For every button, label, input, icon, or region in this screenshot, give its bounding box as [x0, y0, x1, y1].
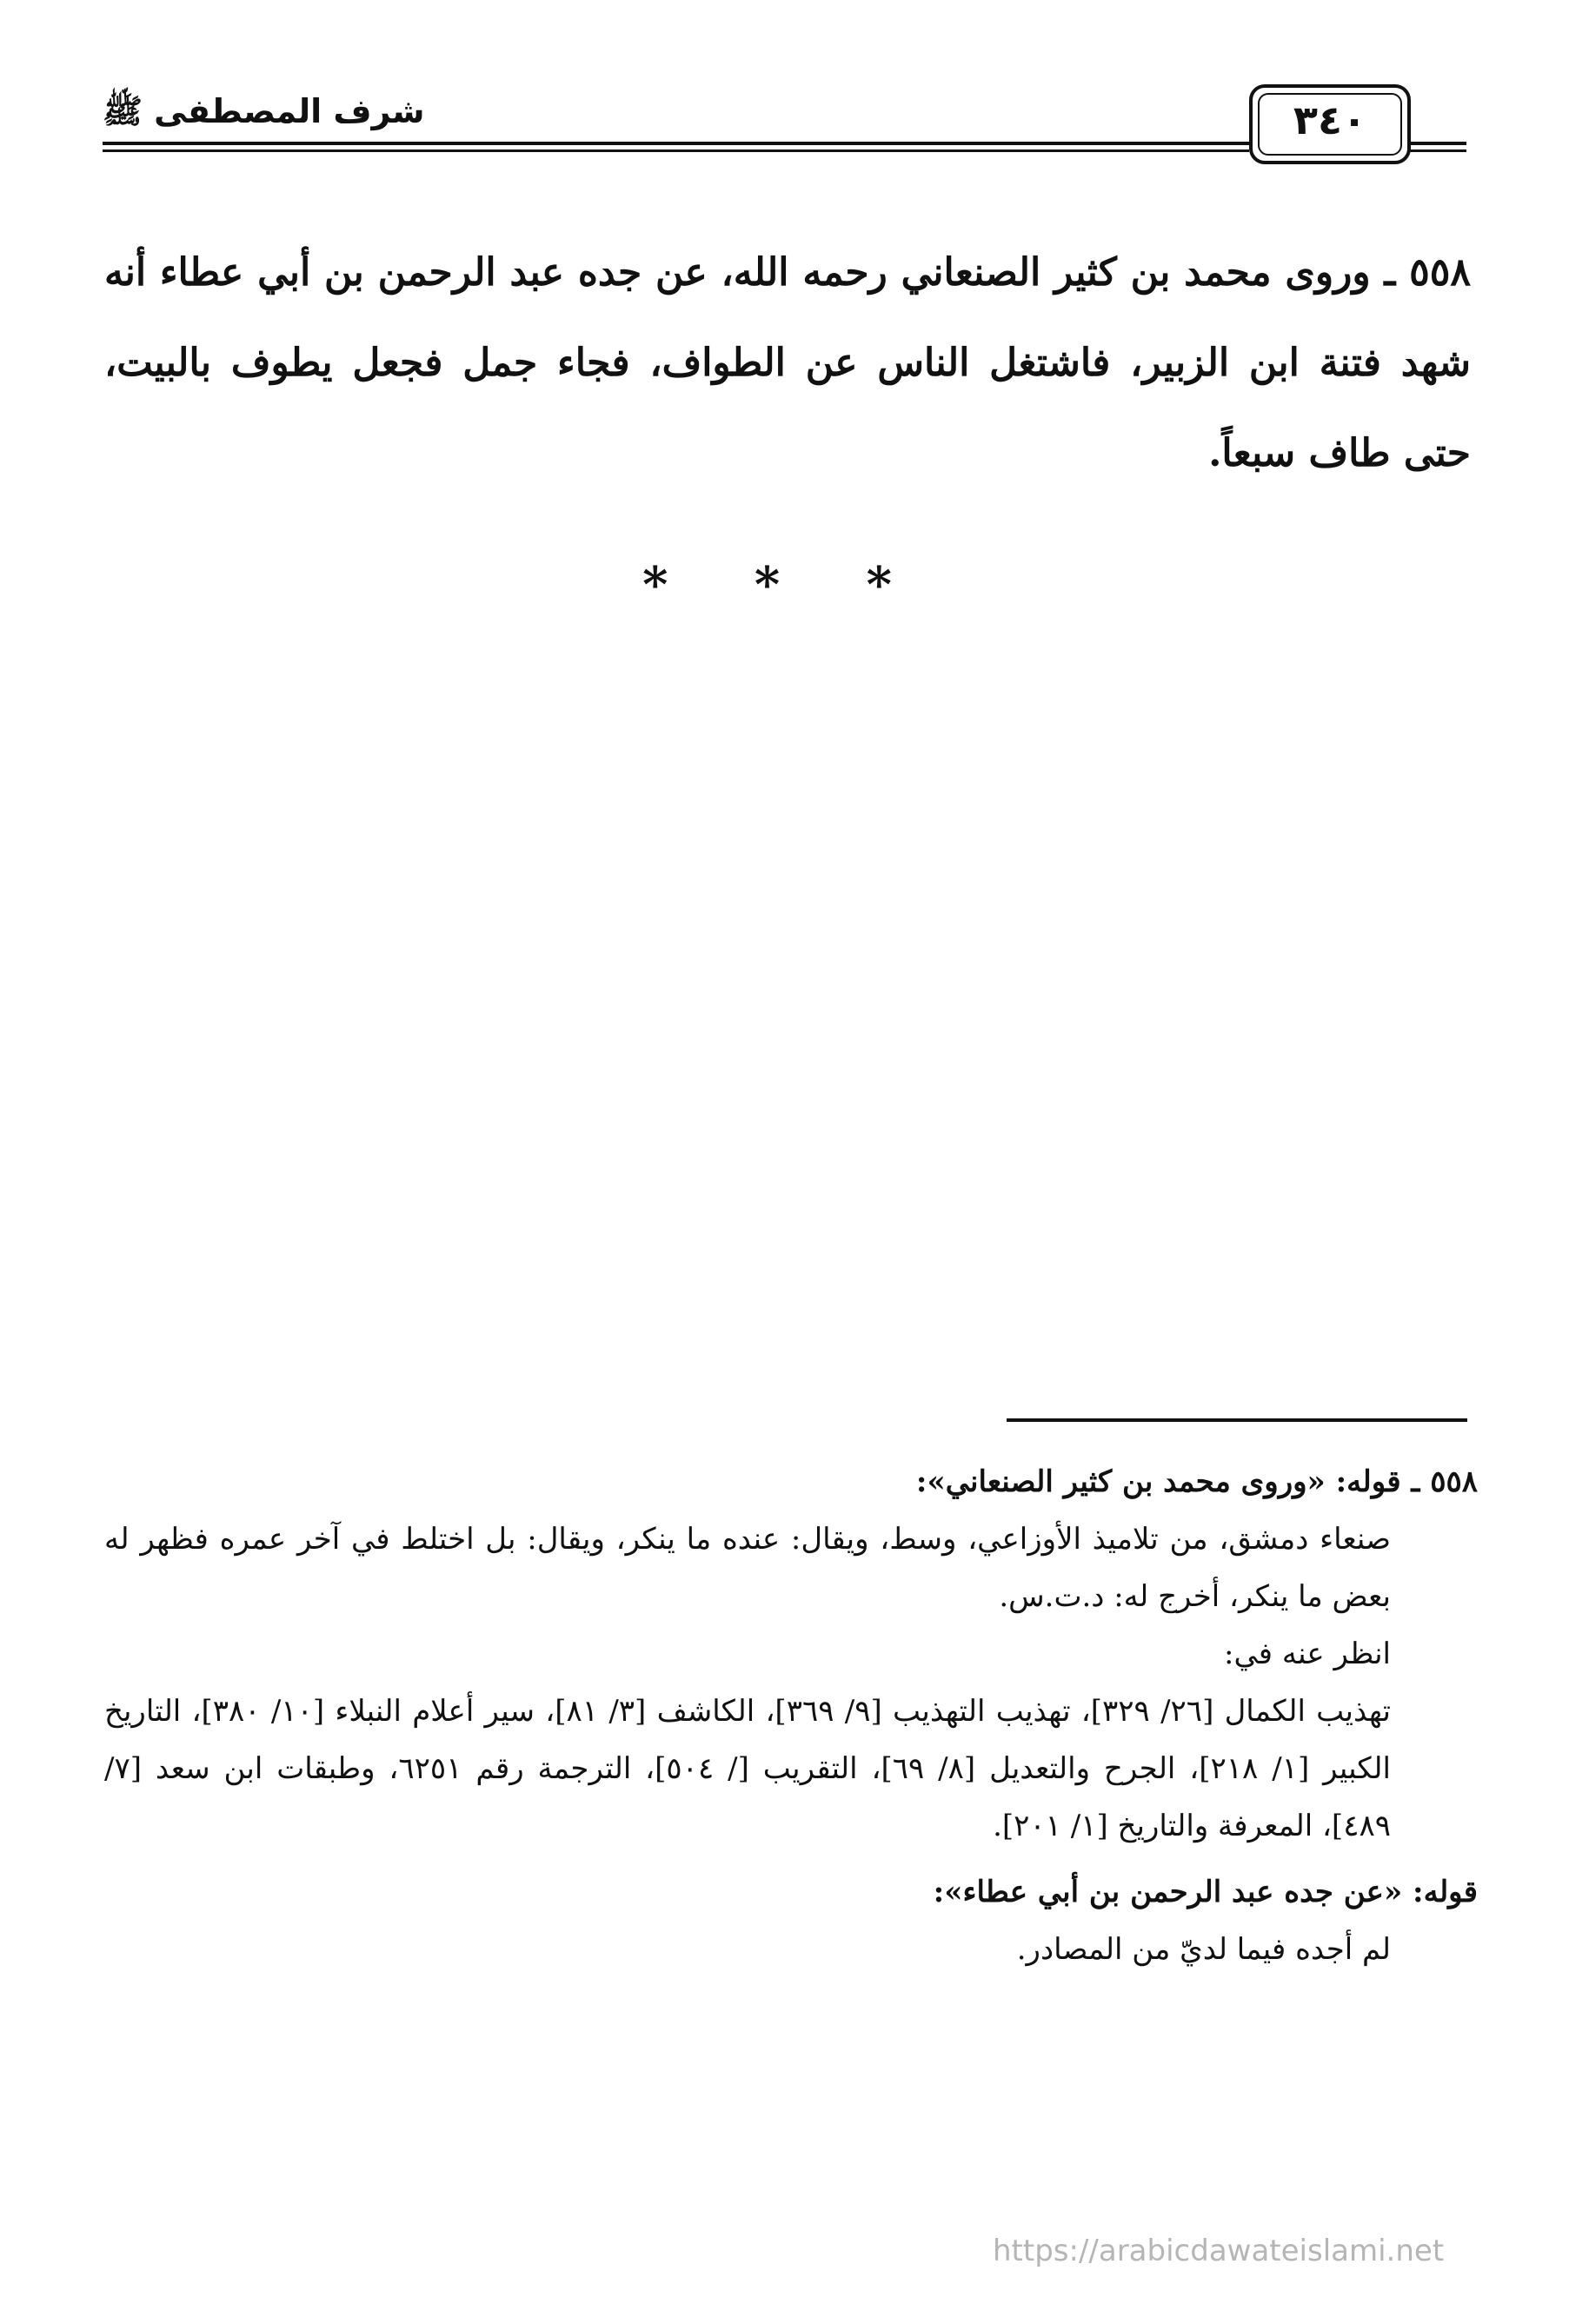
footnote-2-heading: قوله: «عن جده عبد الرحمن بن أبي عطاء»: — [933, 1875, 1478, 1909]
footnotes — [104, 1453, 1478, 1980]
header-rule-right-bottom — [1407, 149, 1466, 152]
footnote-1-text: صنعاء دمشق، من تلاميذ الأوزاعي، وسط، ويقال: عنده ما ينكر، ويقال: بل اختلط في آخر عمره فظهر له بعض ما ينكر، أخرج له: د.ت.س. — [104, 1522, 1391, 1614]
header-rule-right-top — [1407, 142, 1466, 145]
section-separator: * * * — [642, 556, 927, 614]
footnote-rule — [1007, 1418, 1467, 1422]
main-paragraph: ٥٥٨ ـ وروى محمد بن كثير الصنعاني رحمه الله، عن جده عبد الرحمن بن أبي عطاء أنه شهد فتنة ابن الزبير، فاشتغل الناس عن الطواف، فجاء جمل فجعل يطوف بالبيت، حتى طاف سبعاً. — [104, 250, 1471, 475]
footnote-2-body — [104, 1921, 1478, 1978]
footnote-1-body — [104, 1511, 1478, 1855]
page-number: ٣٤٠ — [1293, 96, 1367, 143]
footnote-1-heading: ٥٥٨ ـ قوله: «وروى محمد بن كثير الصنعاني»: — [915, 1464, 1478, 1499]
footnote-2-text: لم أجده فيما لديّ من المصادر. — [1016, 1932, 1391, 1967]
footnote-1-see: انظر عنه في: — [1224, 1637, 1391, 1671]
header-rule-top — [103, 142, 1249, 145]
running-head-title: شرف المصطفى ﷺ — [103, 92, 425, 130]
page-number-frame — [1249, 84, 1411, 164]
watermark-url: https://arabicdawateislami.net — [993, 2234, 1445, 2268]
footnote-1-references: تهذيب الكمال [٢٦/ ٣٢٩]، تهذيب التهذيب [٩/ ٣٦٩]، الكاشف [٣/ ٨١]، سير أعلام النبلاء [١٠/ ٣٨٠]، التاريخ الكبير [١/ ٢١٨]، الجرح والتعديل [٨/ ٦٩]، التقريب [/ ٥٠٤]، الترجمة رقم ٦٢٥١، وطبقات ابن سعد [٧/ ٤٨٩]، المعرفة والتاريخ [١/ ٢٠١]. — [104, 1694, 1391, 1843]
header-rule-bottom — [103, 149, 1249, 152]
